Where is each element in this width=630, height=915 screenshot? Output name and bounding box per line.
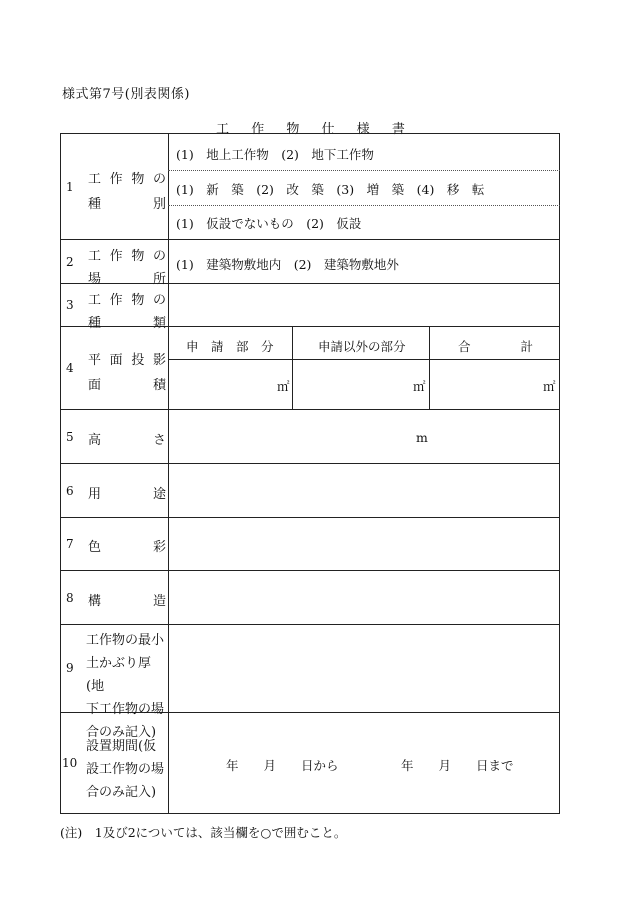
row-7-input-area[interactable] <box>169 518 559 570</box>
row-8-input-area[interactable] <box>169 571 559 624</box>
row-4-header-other: 申請以外の部分 <box>318 339 406 354</box>
footnote: (注) 1及び2については、該当欄を○で囲むこと。 <box>60 825 347 840</box>
row-6-label: 用 途 <box>88 487 166 502</box>
row-2-option-site: (1) 建築物敷地内 (2) 建築物敷地外 <box>176 257 399 272</box>
row-7-number: 7 <box>66 537 74 551</box>
row-4-header-total: 合 計 <box>458 339 534 354</box>
row-9-label: 工作物の最小 土かぶり厚(地 下工作物の場 合のみ記入) <box>86 633 165 740</box>
row-4-unit-other: ㎡ <box>413 379 426 394</box>
row-3-input-area[interactable] <box>169 284 559 326</box>
row-3-label: 工 作 物 の 種 類 <box>88 293 166 331</box>
row-1-number: 1 <box>66 180 74 194</box>
row-3-number: 3 <box>66 298 74 312</box>
document-title: 工 作 物 仕 様 書 <box>216 122 414 137</box>
row-10-number: 10 <box>62 756 78 770</box>
row-5-number: 5 <box>66 430 74 444</box>
row-8-number: 8 <box>66 591 74 605</box>
row-4-unit-applied: ㎡ <box>277 379 290 394</box>
row-2-label: 工 作 物 の 場 所 <box>88 249 166 287</box>
row-4-label: 平 面 投 影 面 積 <box>88 353 166 393</box>
row-6-input-area[interactable] <box>169 464 559 517</box>
row-9-number: 9 <box>66 661 74 675</box>
row-4-header-applied: 申 請 部 分 <box>186 339 274 354</box>
row-4-number: 4 <box>66 361 74 375</box>
row-10-label: 設置期間(仮 設工作物の場 合のみ記入) <box>86 739 165 800</box>
row-9-input-area[interactable] <box>169 625 559 712</box>
row-5-unit: m <box>416 430 428 445</box>
row-1-label: 工 作 物 の 種 別 <box>88 172 166 212</box>
row-5-label: 高 さ <box>88 433 166 448</box>
row-1-option-work-type: (1) 新 築 (2) 改 築 (3) 増 築 (4) 移 転 <box>176 182 485 197</box>
row-7-label: 色 彩 <box>88 540 166 555</box>
row-8-label: 構 造 <box>88 594 166 609</box>
row-1-option-location: (1) 地上工作物 (2) 地下工作物 <box>176 147 374 162</box>
row-1-option-temporary: (1) 仮設でないもの (2) 仮設 <box>176 216 362 231</box>
row-6-number: 6 <box>66 484 74 498</box>
row-10-period: 年 月 日から 年 月 日まで <box>226 758 514 773</box>
row-2-number: 2 <box>66 255 74 269</box>
row-4-unit-total: ㎡ <box>543 379 556 394</box>
form-reference: 様式第7号(別表関係) <box>62 87 190 102</box>
